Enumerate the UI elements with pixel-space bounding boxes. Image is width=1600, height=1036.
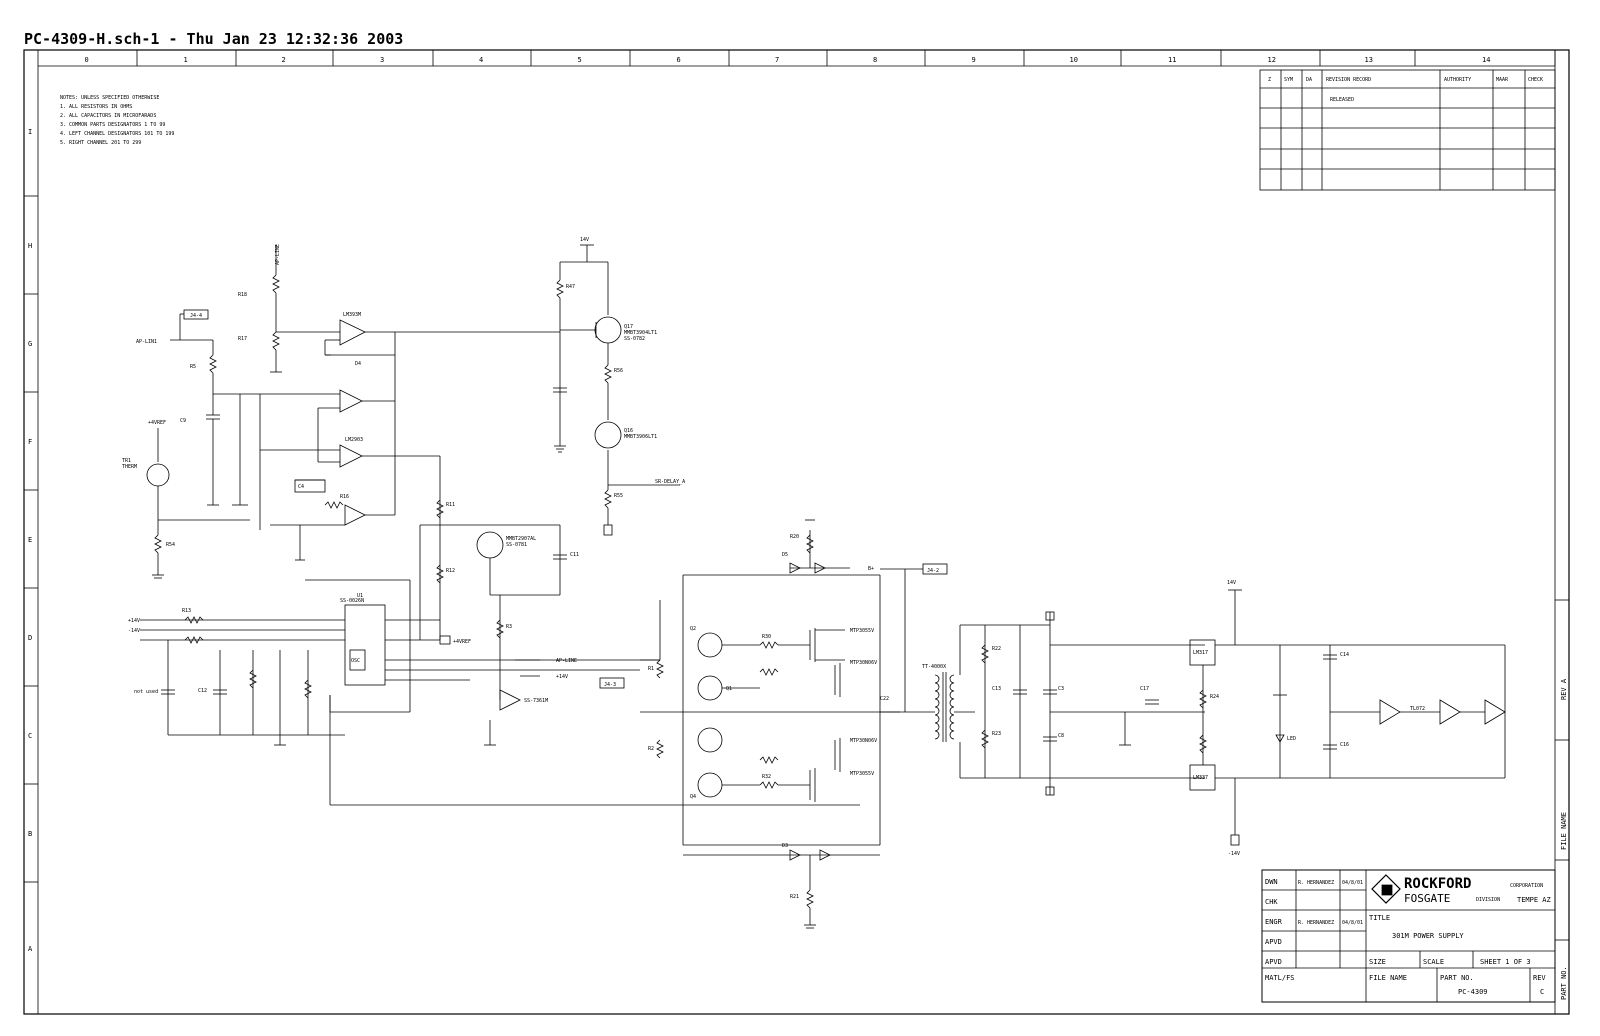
r30-label: R30	[762, 634, 772, 640]
row-label: A	[28, 945, 33, 953]
c16-label: C16	[1340, 742, 1350, 748]
column-label: 2	[281, 56, 286, 64]
u6-label: LM317	[1193, 650, 1209, 656]
tb-chk-label: CHK	[1265, 898, 1278, 906]
d4-label: D4	[355, 361, 362, 367]
m14v-right-label: -14V	[1228, 851, 1241, 857]
j4-2-label: J4-2	[927, 568, 940, 574]
row-zone-labels	[28, 128, 33, 953]
row-label: H	[28, 242, 33, 250]
resistor-r47	[557, 280, 563, 298]
mosfet-q5	[810, 628, 845, 662]
column-label: 8	[873, 56, 878, 64]
resistor-r17	[273, 332, 279, 350]
j4-3-label: J4-3	[604, 682, 617, 688]
company-suffix: CORPORATION	[1510, 883, 1544, 889]
title-block	[1262, 870, 1555, 1002]
c11-label: C11	[570, 552, 580, 558]
c9-label: C9	[180, 418, 187, 424]
q7-label: MTP30N06V	[850, 738, 878, 744]
column-zone-labels	[85, 56, 1491, 64]
q16-part: MMBT3906LT1	[624, 434, 658, 440]
plus4vref-label: +4VREF	[148, 420, 167, 426]
rev-col-z: Z	[1268, 77, 1272, 83]
size-label: SIZE	[1369, 958, 1386, 966]
buffer-u10	[1485, 700, 1505, 724]
r32-label: R32	[762, 774, 772, 780]
tl072-label: TL072	[1410, 706, 1426, 712]
part-number: PC-4309	[1458, 988, 1488, 996]
column-label: 13	[1364, 56, 1373, 64]
plus14v-in-label: +14V	[128, 618, 141, 624]
u7-label: LM337	[1193, 775, 1209, 781]
row-label: C	[28, 732, 33, 740]
transistor-q12	[698, 728, 722, 752]
column-label: 1	[183, 56, 188, 64]
transformer-t1	[905, 625, 975, 778]
comparator-u4	[340, 445, 362, 467]
resistor-r55	[605, 490, 611, 508]
buffer-u8	[1380, 700, 1400, 724]
rev-col-authority: AUTHORITY	[1444, 77, 1472, 83]
c4-label: C4	[298, 484, 305, 490]
rev-col-maar: MAAR	[1496, 77, 1509, 83]
q16-label: Q16	[624, 428, 634, 434]
r56-label: R56	[614, 368, 624, 374]
tb-dwn-name: R. HERNANDEZ	[1298, 880, 1335, 886]
comparator-u5	[500, 690, 520, 710]
q3-part2: SS-0781	[506, 542, 528, 548]
company-location: TEMPE AZ	[1517, 896, 1551, 904]
driver-stage	[640, 520, 947, 928]
r17-label: R17	[238, 336, 248, 342]
u1-label: U1	[357, 593, 364, 599]
drawing-title: 301M POWER SUPPLY	[1392, 932, 1464, 940]
company-name: ROCKFORD	[1404, 876, 1472, 892]
q8-label: MTP3055V	[850, 771, 875, 777]
note-5: 5. RIGHT CHANNEL 201 TO 299	[60, 140, 142, 146]
column-label: 12	[1267, 56, 1276, 64]
column-label: 7	[775, 56, 780, 64]
t1-label: TT-4000X	[922, 664, 947, 670]
c22-label: C22	[880, 696, 890, 702]
column-label: 0	[84, 56, 89, 64]
u5-label: SS-7361M	[524, 698, 549, 704]
revision-record-table	[1260, 70, 1555, 190]
resistor-r30	[760, 642, 778, 648]
r3-label: R3	[506, 624, 513, 630]
part-no-label: PART NO.	[1440, 974, 1474, 982]
file-name-label: FILE NAME	[1369, 974, 1407, 982]
c3-label: C3	[1058, 686, 1065, 692]
division-suffix: DIVISION	[1476, 897, 1501, 903]
d5-label: D5	[782, 552, 789, 558]
buffer-u9	[1440, 700, 1460, 724]
u3-label: LM2903	[345, 437, 364, 443]
resistor-r31	[760, 669, 778, 675]
d3-label: D3	[782, 843, 789, 849]
resistor-r18	[273, 275, 279, 293]
note-2: 2. ALL CAPACITORS IN MICROFARADS	[60, 113, 157, 119]
sheet-header: PC-4309-H.sch-1 - Thu Jan 23 12:32:36 2003	[24, 30, 404, 48]
r54-label: R54	[166, 542, 176, 548]
tr1-part: THERM	[122, 464, 138, 470]
q1-label: Q1	[726, 686, 733, 692]
sr-delay-label: SR-DELAY_A	[655, 479, 686, 485]
r21-label: R21	[790, 894, 800, 900]
notes-heading: NOTES: UNLESS SPECIFIED OTHERWISE	[60, 95, 160, 101]
q5-label: MTP3055V	[850, 628, 875, 634]
resistor-r16	[325, 502, 343, 508]
column-label: 10	[1069, 56, 1078, 64]
q2-label: Q2	[690, 626, 697, 632]
tr1-label: TR1	[122, 458, 132, 464]
op-amp-u2b	[345, 505, 365, 525]
tb-dwn-label: DWN	[1265, 878, 1278, 886]
tb-dwn-date: 04/8/01	[1342, 880, 1364, 886]
p14v-right-label: 14V	[1227, 580, 1237, 586]
column-label: 11	[1168, 56, 1177, 64]
row-label: F	[28, 438, 33, 446]
led-label: LED	[1287, 736, 1297, 742]
r16-label: R16	[340, 494, 350, 500]
transistor-q1	[698, 676, 722, 700]
r11-label: R11	[446, 502, 456, 508]
q6-label: MTP30N06V	[850, 660, 878, 666]
ic-u1	[345, 605, 385, 685]
row-label: B	[28, 830, 33, 838]
title-label: TITLE	[1369, 914, 1391, 922]
scale-label: SCALE	[1423, 958, 1445, 966]
j4-4-label: J4-4	[190, 313, 203, 319]
side-rev-label: REV A	[1560, 678, 1568, 700]
side-file-label: FILE NAME	[1560, 812, 1568, 850]
note-4: 4. LEFT CHANNEL DESIGNATORS 101 TO 199	[60, 131, 175, 137]
c13-label: C13	[992, 686, 1002, 692]
row-label: G	[28, 340, 33, 348]
ap-line-top-label: AP-LINE	[275, 243, 281, 265]
rev-col-check: CHECK	[1528, 77, 1544, 83]
r22-label: R22	[992, 646, 1002, 652]
u2-label: LM393M	[343, 312, 362, 318]
rockford-logo-icon	[1372, 875, 1400, 903]
column-label: 6	[676, 56, 681, 64]
comparator-u3	[340, 390, 362, 412]
minus14v-in-label: -14V	[128, 628, 141, 634]
row-label: I	[28, 128, 33, 136]
c17-label: C17	[1140, 686, 1150, 692]
c14-label: C14	[1340, 652, 1350, 658]
delay-circuit	[553, 237, 685, 535]
r55-label: R55	[614, 493, 624, 499]
right-margin-labels	[1555, 600, 1569, 1000]
c12-label: C12	[198, 688, 208, 694]
tb-matl: MATL/FS	[1265, 974, 1295, 982]
tb-engr-date: 04/8/01	[1342, 920, 1364, 926]
r5-label: R5	[190, 364, 197, 370]
r18-label: R18	[238, 292, 248, 298]
thermistor-tr1	[147, 464, 169, 486]
mosfet-q7	[835, 738, 840, 772]
transistor-q4	[698, 773, 722, 797]
tb-engr-name: R. HERNANDEZ	[1298, 920, 1335, 926]
q17-part2: SS-0782	[624, 336, 646, 342]
control-section	[122, 244, 560, 578]
row-label: E	[28, 536, 33, 544]
drawing-border	[24, 50, 1569, 1014]
rail-14v-label: 14V	[580, 237, 590, 243]
rev-col-da: DA	[1306, 77, 1313, 83]
ap-line-mid-label: AP-LINE	[556, 658, 578, 664]
side-part-label: PART NO.	[1560, 966, 1568, 1000]
resistor-r32	[760, 782, 778, 788]
c7-label: not used	[134, 689, 159, 695]
rev-value: C	[1540, 988, 1545, 996]
rev-col-record: REVISION RECORD	[1326, 77, 1372, 83]
column-label: 3	[380, 56, 385, 64]
company-division: FOSGATE	[1404, 892, 1451, 905]
column-zone-ticks	[137, 50, 1555, 66]
r13-label: R13	[182, 608, 192, 614]
q17-part: MMBT3904LT1	[624, 330, 658, 336]
q3-label: MMBT2907AL	[506, 536, 537, 542]
note-3: 3. COMMON PARTS DESIGNATORS 1 TO 99	[60, 122, 166, 128]
resistor-r2	[657, 740, 663, 758]
row-zone-ticks	[24, 196, 38, 1014]
column-label: 14	[1482, 56, 1491, 64]
resistor-r33	[760, 757, 778, 763]
column-label: 4	[479, 56, 484, 64]
r20-label: R20	[790, 534, 800, 540]
row-label: D	[28, 634, 33, 642]
q4-label: Q4	[690, 794, 697, 800]
r24-label: R24	[1210, 694, 1220, 700]
resistor-r56	[605, 365, 611, 383]
rev-entry-released: RELEASED	[1330, 97, 1355, 103]
resistor-r5	[210, 355, 216, 373]
r12-label: R12	[446, 568, 456, 574]
mosfet-q6	[835, 663, 840, 697]
r23-label: R23	[992, 731, 1002, 737]
transistor-q2	[698, 633, 722, 657]
transistor-q16	[595, 422, 621, 448]
tb-apvd1-label: APVD	[1265, 938, 1282, 946]
pwm-controller	[128, 495, 860, 805]
r47-label: R47	[566, 284, 576, 290]
sheet-number: SHEET 1 OF 3	[1480, 958, 1531, 966]
general-notes	[60, 95, 174, 146]
rev-label: REV	[1533, 974, 1546, 982]
q17-label: Q17	[624, 324, 634, 330]
rectifier-output	[960, 580, 1505, 857]
resistor-r54	[155, 535, 161, 553]
r2-label: R2	[648, 746, 655, 752]
column-label: 5	[577, 56, 582, 64]
mosfet-q8	[810, 768, 815, 802]
r1-label: R1	[648, 666, 655, 672]
note-1: 1. ALL RESISTORS IN OHMS	[60, 104, 133, 110]
comparator-u2	[340, 320, 365, 345]
osc-label: OSC	[351, 658, 361, 664]
c8-label: C8	[1058, 733, 1065, 739]
plus14v-mid-label: +14V	[556, 674, 569, 680]
ap-lin-label: AP-LIN1	[136, 339, 158, 345]
plus4vref-mid-label: +4VREF	[453, 639, 472, 645]
u1-part: SS-0026N	[340, 598, 365, 604]
transistor-q3	[477, 532, 503, 558]
tb-engr-label: ENGR	[1265, 918, 1282, 926]
transistor-q17	[595, 317, 621, 343]
b-plus-label: B+	[868, 566, 875, 572]
resistor-r21	[807, 890, 813, 908]
resistor-r1	[657, 660, 663, 678]
column-label: 9	[971, 56, 976, 64]
rev-col-sym: SYM	[1284, 77, 1294, 83]
tb-apvd2-label: APVD	[1265, 958, 1282, 966]
